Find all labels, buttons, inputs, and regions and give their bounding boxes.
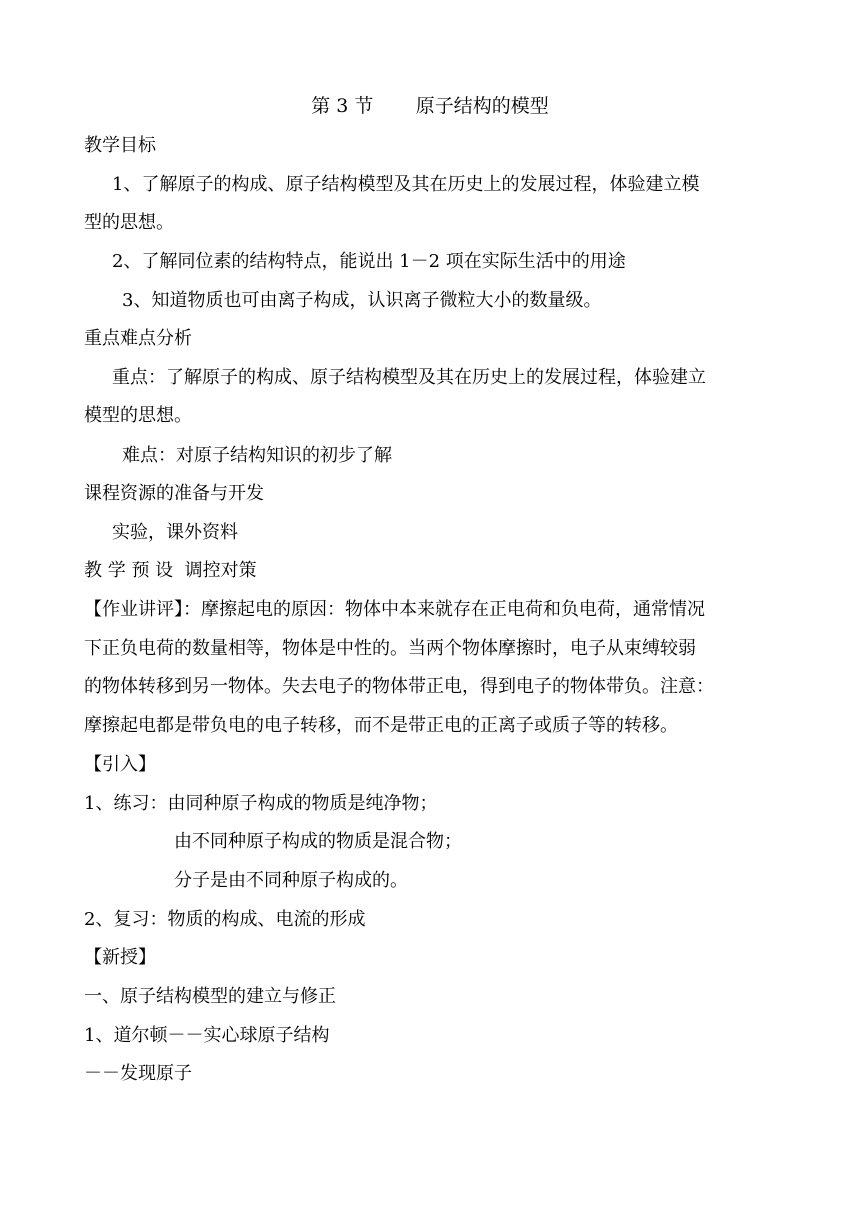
key-point-line-1: 重点：了解原子的构成、原子结构模型及其在历史上的发展过程，体验建立 [112,367,706,388]
exercise-line-2: 由不同种原子构成的物质是混合物； [174,831,462,852]
review-line: 2、复习：物质的构成、电流的形成 [84,909,366,930]
exercise-line-1: 1、练习：由同种原子构成的物质是纯净物； [84,793,438,814]
dalton-model: 1、道尔顿－－实心球原子结构 [84,1025,330,1046]
homework-review-line-3: 的物体转移到另一物体。失去电子的物体带正电，得到电子的物体带负。注意： [84,676,714,697]
key-point-line-2: 模型的思想。 [84,405,192,426]
exercise-line-3: 分子是由不同种原子构成的。 [174,870,408,891]
homework-review-line-2: 下正负电荷的数量相等，物体是中性的。当两个物体摩擦时，电子从束缚较弱 [84,638,696,659]
homework-review-line-4: 摩擦起电都是带负电的电子转移，而不是带正电的正离子或质子等的转移。 [84,715,678,736]
heading-teaching-goals: 教学目标 [84,135,156,156]
goal-1-line-2: 型的思想。 [84,212,174,233]
heading-introduction: 【引入】 [84,754,156,775]
heading-teaching-plan: 教 学 预 设 调控对策 [84,560,257,581]
section-1-heading: 一、原子结构模型的建立与修正 [84,986,336,1007]
heading-key-points: 重点难点分析 [84,328,192,349]
goal-2: 2、了解同位素的结构特点，能说出 1－2 项在实际生活中的用途 [112,251,626,272]
page-title: 第 3 节 原子结构的模型 [311,95,549,117]
resources-text: 实验，课外资料 [112,522,238,543]
difficulty: 难点：对原子结构知识的初步了解 [122,445,392,466]
heading-resources: 课程资源的准备与开发 [84,483,264,504]
heading-new-lesson: 【新授】 [84,947,156,968]
discover-atom: －－发现原子 [84,1063,192,1084]
goal-3: 3、知道物质也可由离子构成，认识离子微粒大小的数量级。 [122,290,602,311]
goal-1-line-1: 1、了解原子的构成、原子结构模型及其在历史上的发展过程，体验建立模 [112,174,700,195]
homework-review-line-1: 【作业讲评】：摩擦起电的原因：物体中本来就存在正电荷和负电荷，通常情况 [84,599,705,620]
